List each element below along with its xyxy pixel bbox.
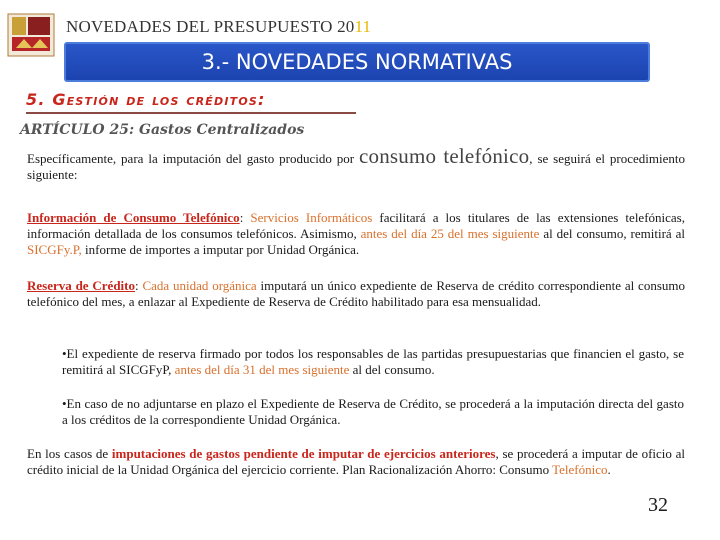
section-underline [26, 112, 356, 114]
label-reserva: Reserva de Crédito [27, 278, 136, 293]
slide-banner-title: 3.- NOVEDADES NORMATIVAS [64, 42, 650, 82]
bullet-plazo: •En caso de no adjuntarse en plazo el Expediente de Reserva de Crédito, se procederá a la imputación directa del gasto a los créditos de la correspondiente Unidad Orgánica. [62, 396, 684, 427]
intro-paragraph: Específicamente, para la imputación del gasto producido por consumo telefónico, se seguirá el procedimiento siguiente: [27, 144, 686, 182]
paragraph-informacion: Información de Consumo Telefónico: Servicios Informáticos facilitará a los titulares de las extensiones telefónicas, información detallada de los consumos telefónicos. Asimismo, antes del día 25 del mes siguiente al del consumo, remitirá al SICGFy.P, informe de importes a imputar por Unidad Orgánica. [27, 210, 686, 257]
highlight-consumo: consumo telefónico [359, 144, 530, 168]
bullet-expediente: •El expediente de reserva firmado por todos los responsables de las partidas presupuestarias que financien el gasto, se remitirá al SICGFyP, antes del día 31 del mes siguiente al del consumo. [62, 346, 684, 377]
paragraph-imputaciones: En los casos de imputaciones de gastos pendiente de imputar de ejercicios anteriores, se procederá a imputar de oficio al crédito inicial de la Unidad Orgánica del ejercicio corriente. Plan Racionalización Ahorro: Consumo Telefónico. [27, 446, 686, 477]
presentation-header: NOVEDADES DEL PRESUPUESTO 2011 [66, 17, 372, 36]
paragraph-reserva: Reserva de Crédito: Cada unidad orgánica imputará un único expediente de Reserva de crédito correspondiente al consumo telefónico del mes, a enlazar al Expediente de Reserva de Crédito habilitado para esa mensualidad. [27, 278, 685, 309]
header-year: 11 [354, 17, 372, 36]
label-informacion: Información de Consumo Telefónico [27, 210, 240, 225]
university-logo-icon [6, 12, 56, 58]
section-title: 5. Gestión de los créditos: [26, 90, 266, 109]
article-title: ARTÍCULO 25: Gastos Centralizados [20, 122, 305, 138]
page-number: 32 [648, 494, 668, 516]
